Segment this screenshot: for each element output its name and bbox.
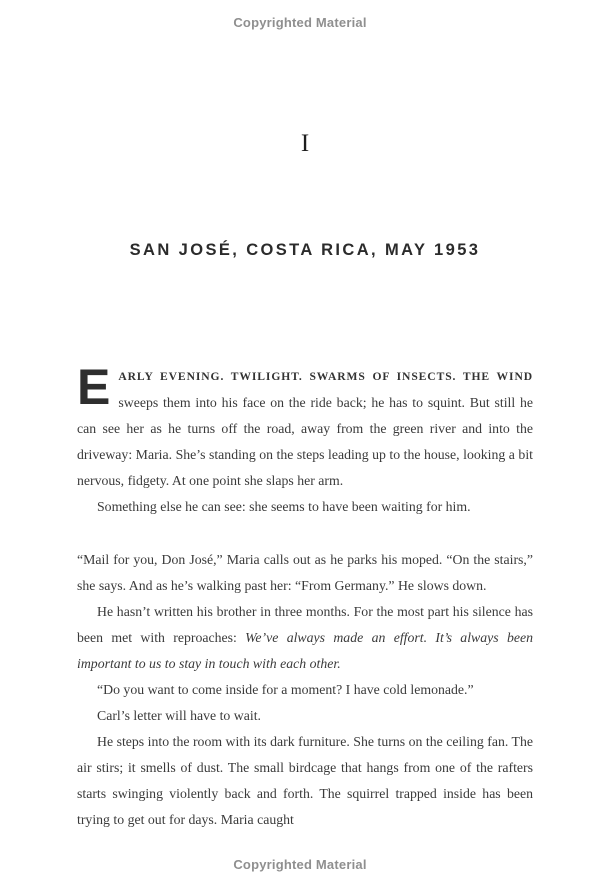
text-segment-normal: Something else he can see: she seems to have been waiting for him. — [97, 499, 471, 514]
paragraph — [77, 547, 533, 599]
copyright-notice-top: Copyrighted Material — [233, 15, 367, 30]
text-segment-smallcaps: ARLY EVENING. TWILIGHT. SWARMS OF INSECTS. THE WIND — [118, 370, 533, 383]
text-segment-normal: Carl’s letter will have to wait. — [97, 708, 261, 723]
paragraph — [77, 494, 533, 520]
text-segment-normal: “Mail for you, Don José,” Maria calls out as he parks his moped. “On the stairs,” she says. And as he’s walking past her: “From Germany.” He slows down. — [77, 552, 533, 593]
drop-cap: E — [77, 363, 111, 415]
paragraph — [77, 703, 533, 729]
text-segment-normal: He hasn’t written his brother in three months. For the most part his silence has been met with reproaches: — [77, 604, 533, 645]
copyright-notice-bottom: Copyrighted Material — [233, 857, 367, 872]
paragraph — [77, 599, 533, 677]
section-break — [77, 520, 533, 547]
body-text — [77, 363, 533, 853]
paragraph — [77, 363, 533, 494]
paragraph — [77, 677, 533, 703]
text-segment-normal: sweeps them into his face on the ride back; he has to squint. But still he can see her as he turns off the road, away from the green river and into the driveway: Maria. She’s standing on the steps leading up to the house, looking a bit nervous, fidgety. At one point she slaps her arm. — [77, 395, 533, 488]
text-segment-normal: “Do you want to come inside for a moment? I have cold lemonade.” — [97, 682, 474, 697]
chapter-number: I — [300, 130, 310, 157]
chapter-title: SAN JOSÉ, COSTA RICA, MAY 1953 — [129, 241, 481, 259]
text-segment-normal: He steps into the room with its dark furniture. She turns on the ceiling fan. The air stirs; it smells of dust. The small birdcage that hangs from one of the rafters starts swinging violently back and forth. The squirrel trapped inside has been trying to get out for days. Maria caught — [77, 734, 533, 827]
paragraph — [77, 729, 533, 833]
text-segment-italic: We’ve always made an effort. It’s always been important to us to stay in touch with each other. — [77, 630, 533, 671]
